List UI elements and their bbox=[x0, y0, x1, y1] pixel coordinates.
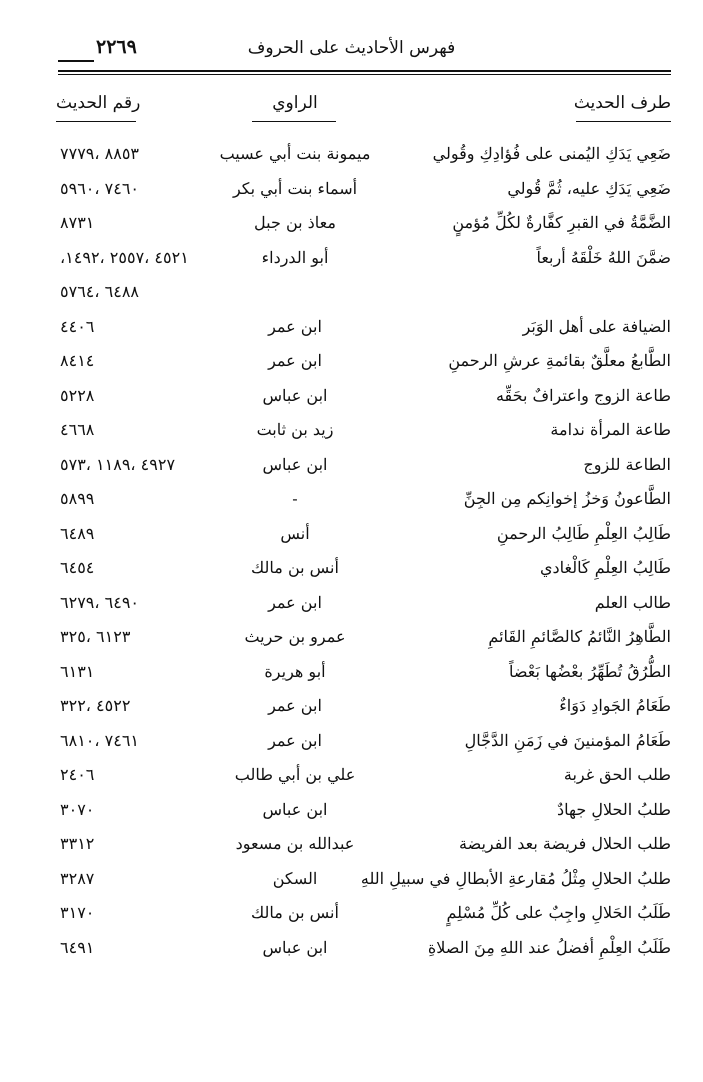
table-row bbox=[0, 382, 703, 417]
hadith-number: ٨٨٥٣ ،٧٧٧٩ bbox=[60, 144, 139, 163]
table-row bbox=[0, 589, 703, 624]
hadith-number: ٥٢٢٨ bbox=[60, 385, 95, 405]
header-dash bbox=[58, 60, 94, 62]
table-row bbox=[0, 520, 703, 555]
hadith-narrator: السكن bbox=[272, 868, 318, 888]
hadith-phrase: الطُّرُقُ تُطَهِّرُ بعْضُها بَعْضاً bbox=[509, 661, 671, 681]
hadith-phrase: طَالِبُ العِلْمِ طَالِبُ الرحمنِ bbox=[496, 523, 671, 543]
hadith-phrase: الطاعة للزوج bbox=[583, 454, 671, 474]
hadith-narrator: عمرو بن حريث bbox=[244, 627, 346, 646]
hadith-number: ٦٤٥٤ bbox=[60, 558, 95, 577]
hadith-narrator: - bbox=[292, 489, 298, 508]
hadith-narrator: معاذ بن جبل bbox=[254, 213, 336, 232]
table-row bbox=[0, 899, 703, 934]
hadith-number: ٤٥٢١ ،٢٥٥٧ ،١٤٩٢، bbox=[60, 247, 189, 267]
hadith-number: ٤٦٦٨ bbox=[60, 420, 95, 439]
hadith-phrase: طاعة الزوج واعترافٌ بحَقِّه bbox=[495, 385, 671, 405]
column-header-phrase: طرف الحديث bbox=[573, 93, 671, 113]
table-row bbox=[0, 313, 703, 348]
hadith-narrator: أبو الدرداء bbox=[261, 247, 329, 267]
table-row bbox=[0, 485, 703, 520]
hadith-number: ٣١٧٠ bbox=[60, 903, 95, 922]
hadith-number: ٤٥٢٢ ،٣٢٢ bbox=[60, 696, 131, 715]
page-number: ٢٢٦٩ bbox=[96, 36, 137, 58]
hadith-phrase: طلب الحق غربة bbox=[563, 765, 671, 784]
hadith-narrator: ابن عباس bbox=[262, 937, 328, 957]
hadith-phrase: الضيافة على أهل الوَبَر bbox=[522, 316, 671, 336]
hadith-number: ٦١٢٣ ،٣٢٥ bbox=[60, 627, 131, 646]
table-row bbox=[0, 451, 703, 486]
hadith-number: ٢٤٠٦ bbox=[60, 765, 95, 784]
table-row bbox=[0, 140, 703, 175]
hadith-narrator: ابن عباس bbox=[262, 799, 328, 819]
hadith-number: ٦٤٨٨ ،٥٧٦٤ bbox=[60, 282, 139, 301]
hadith-number: ٣٠٧٠ bbox=[60, 799, 95, 819]
column-header-number: رقم الحديث bbox=[56, 93, 141, 113]
hadith-narrator: ابن عمر bbox=[268, 730, 322, 750]
hadith-number: ٦١٣١ bbox=[60, 661, 95, 681]
header-rule bbox=[58, 70, 671, 72]
table-row bbox=[0, 727, 703, 762]
hadith-number: ٤٤٠٦ bbox=[60, 316, 95, 336]
hadith-phrase: ضمَّنَ اللهُ خَلْقَهُ أربعاً bbox=[536, 247, 671, 267]
hadith-phrase: طَعَامُ الجَوادِ دَوَاءٌ bbox=[559, 696, 671, 715]
hadith-number: ٣٢٨٧ bbox=[60, 868, 95, 888]
table-row bbox=[0, 692, 703, 727]
table-row bbox=[0, 623, 703, 658]
hadith-phrase: طَلَبُ العِلْمِ أفضلُ عند اللهِ مِنَ الصلاةِ bbox=[427, 937, 671, 957]
table-row bbox=[0, 244, 703, 279]
hadith-index-table bbox=[0, 140, 703, 968]
hadith-number: ٨٤١٤ bbox=[60, 351, 95, 370]
hadith-number: ٧٤٦٠ ،٥٩٦٠ bbox=[60, 178, 139, 198]
hadith-phrase: ضَعِي يَدَكِ اليُمنى على فُؤادِكِ وقُولي bbox=[432, 144, 671, 163]
column-underline-phrase bbox=[576, 121, 671, 122]
hadith-phrase: طلبُ الحلالِ جهادٌ bbox=[557, 799, 671, 819]
hadith-narrator: أسماء بنت أبي بكر bbox=[232, 178, 358, 198]
hadith-phrase: طالب العلم bbox=[594, 592, 671, 612]
hadith-narrator: ابن عباس bbox=[262, 454, 328, 474]
table-row bbox=[0, 796, 703, 831]
hadith-phrase: ضَعِي يَدَكِ عليه، ثُمَّ قُولي bbox=[507, 178, 671, 198]
hadith-phrase: طلب الحلال فريضة بعد الفريضة bbox=[458, 834, 671, 853]
hadith-narrator: ابن عمر bbox=[268, 316, 322, 336]
column-underline-number bbox=[56, 121, 136, 122]
table-row bbox=[0, 761, 703, 796]
hadith-narrator: أبو هريرة bbox=[264, 661, 326, 681]
hadith-number: ٦٤٩١ bbox=[60, 937, 95, 957]
hadith-number: ٣٣١٢ bbox=[60, 834, 95, 853]
hadith-phrase: طَالِبُ العِلْمِ كَالْغادي bbox=[540, 558, 671, 577]
hadith-number: ٦٤٩٠ ،٦٢٧٩ bbox=[60, 592, 139, 612]
hadith-phrase: الطَّاعونُ وَخزُ إخوانِكم مِن الجِنِّ bbox=[463, 489, 671, 508]
page-header-title: فهرس الأحاديث على الحروف bbox=[247, 38, 456, 58]
hadith-narrator: عبدالله بن مسعود bbox=[235, 834, 355, 853]
table-row bbox=[0, 658, 703, 693]
hadith-narrator: أنس بن مالك bbox=[251, 903, 339, 922]
hadith-number: ٥٨٩٩ bbox=[60, 489, 95, 508]
table-row bbox=[0, 934, 703, 969]
column-underline-narrator bbox=[252, 121, 336, 122]
header-rule-thin bbox=[58, 74, 671, 75]
hadith-phrase: طاعة المرأة ندامة bbox=[550, 420, 671, 439]
table-row bbox=[0, 175, 703, 210]
column-header-narrator: الراوي bbox=[272, 93, 318, 113]
hadith-phrase: الطَّابعُ معلَّقٌ بقائمةِ عرشِ الرحمنِ bbox=[448, 351, 671, 370]
hadith-number: ٧٤٦١ ،٦٨١٠ bbox=[60, 730, 139, 750]
table-row bbox=[0, 347, 703, 382]
hadith-number: ٦٤٨٩ bbox=[60, 523, 95, 543]
hadith-narrator: ابن عمر bbox=[268, 696, 322, 715]
hadith-narrator: علي بن أبي طالب bbox=[234, 765, 356, 784]
hadith-phrase: الطَّاهِرُ النَّائمُ كالصَّائمِ القَائمِ bbox=[488, 627, 671, 646]
table-row bbox=[0, 416, 703, 451]
hadith-number: ٤٩٢٧ ،١١٨٩ ،٥٧٣ bbox=[60, 454, 176, 474]
hadith-narrator: أنس بن مالك bbox=[251, 558, 339, 577]
table-row bbox=[0, 278, 703, 313]
table-row bbox=[0, 830, 703, 865]
hadith-narrator: ميمونة بنت أبي عسيب bbox=[219, 144, 371, 163]
hadith-narrator: أنس bbox=[280, 523, 310, 543]
hadith-phrase: طلبُ الحلالِ مِثْلُ مُقارعةِ الأبطالِ في سبيلِ اللهِ bbox=[360, 868, 671, 888]
hadith-number: ٨٧٣١ bbox=[60, 213, 95, 232]
table-row bbox=[0, 554, 703, 589]
hadith-narrator: ابن عمر bbox=[268, 592, 322, 612]
hadith-phrase: الضَّمَّةُ في القبرِ كفَّارةٌ لكُلِّ مُؤمنٍ bbox=[452, 213, 671, 232]
hadith-narrator: ابن عمر bbox=[268, 351, 322, 370]
hadith-narrator: زيد بن ثابت bbox=[256, 420, 334, 439]
hadith-phrase: طَلَبُ الحَلالِ واجِبٌ على كُلِّ مُسْلِمٍ bbox=[446, 903, 671, 922]
table-row bbox=[0, 209, 703, 244]
hadith-narrator: ابن عباس bbox=[262, 385, 328, 405]
table-row bbox=[0, 865, 703, 900]
hadith-phrase: طَعَامُ المؤمنينَ في زَمَنِ الدَّجَّالِ bbox=[464, 730, 671, 750]
